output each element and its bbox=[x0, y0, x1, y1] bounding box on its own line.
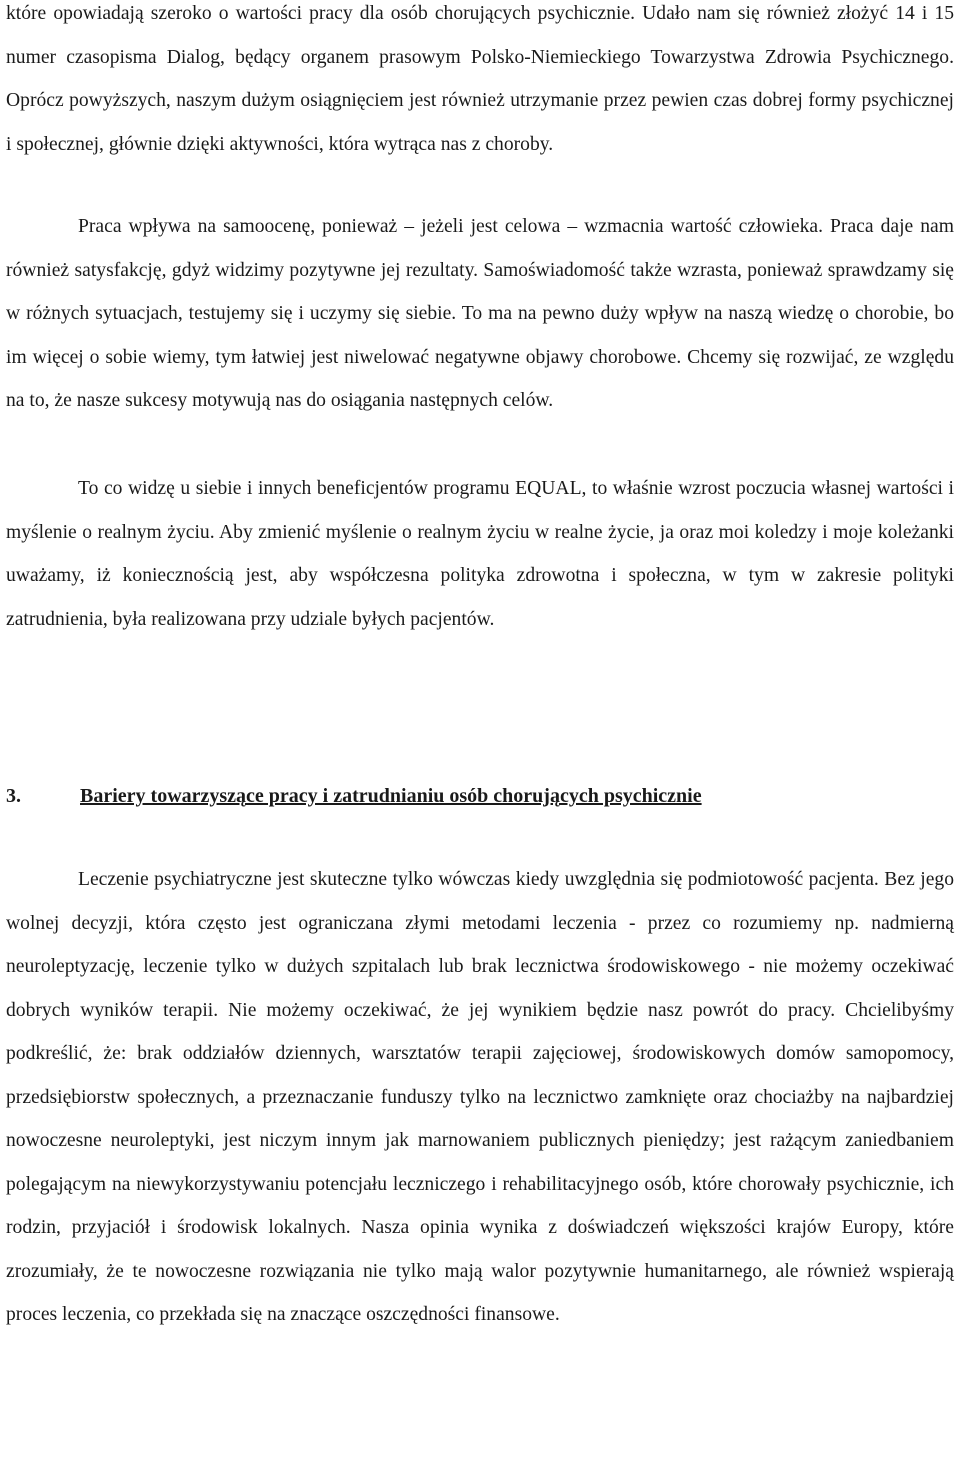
section-title: Bariery towarzyszące pracy i zatrudnianiu osób chorujących psychicznie bbox=[80, 785, 702, 807]
paragraph-equal: To co widzę u siebie i innych beneficjentów programu EQUAL, to właśnie wzrost poczucia własnej wartości i myślenie o realnym życiu. Aby zmienić myślenie o realnym życiu w realne życie, ja oraz moi koledzy i moje koleżanki uważamy, iż koniecznością jest, aby współczesna polityka zdrowotna i społeczna, w tym w zakresie polityki zatrudnienia, była realizowana przy udziale byłych pacjentów. bbox=[6, 478, 954, 630]
paragraph-top: które opowiadają szeroko o wartości pracy dla osób chorujących psychicznie. Udało nam się również złożyć 14 i 15 numer czasopisma Dialog, będący organem prasowym Polsko-Niemieckiego Towarzystwa Zdrowia Psychicznego. Oprócz powyższych, naszym dużym osiągnięciem jest również utrzymanie przez pewien czas dobrej formy psychicznej i społecznej, głównie dzięki aktywności, która wytrąca nas z choroby. bbox=[6, 3, 954, 155]
paragraph-leczenie: Leczenie psychiatryczne jest skuteczne tylko wówczas kiedy uwzględnia się podmiotowość pacjenta. Bez jego wolnej decyzji, która często jest ograniczana złymi metodami leczenia - przez co rozumiemy np. nadmierną neuroleptyzację, leczenie tylko w dużych szpitalach lub brak lecznictwa środowiskowego - nie możemy oczekiwać dobrych wyników terapii. Nie możemy oczekiwać, że jej wynikiem będzie nasz powrót do pracy. Chcielibyśmy podkreślić, że: brak oddziałów dziennych, warsztatów terapii zajęciowej, środowiskowych domów samopomocy, przedsiębiorstw społecznych, a przeznaczanie funduszy tylko na lecznictwo zamknięte oraz chociażby na najbardziej nowoczesne neuroleptyki, jest niczym innym jak marnowaniem publicznych pieniędzy; jest rażącym zaniedbaniem polegającym na niewykorzystywaniu potencjału leczniczego i rehabilitacyjnego osób, które chorowały psychicznie, ich rodzin, przyjaciół i środowisk lokalnych. Nasza opinia wynika z doświadczeń większości krajów Europy, które zrozumiały, że te nowoczesne rozwiązania nie tylko mają walor pozytywnie humanitarnego, ale również wspierają proces leczenia, co przekłada się na znaczące oszczędności finansowe. bbox=[6, 869, 954, 1325]
paragraph-praca: Praca wpływa na samoocenę, ponieważ – jeżeli jest celowa – wzmacnia wartość człowieka. Praca daje nam również satysfakcję, gdyż widzimy pozytywne jej rezultaty. Samoświadomość także wzrasta, ponieważ sprawdzamy się w różnych sytuacjach, testujemy się i uczymy się siebie. To ma na pewno duży wpływ na naszą wiedzę o chorobie, bo im więcej o sobie wiemy, tym łatwiej jest niwelować negatywne objawy chorobowe. Chcemy się rozwijać, ze względu na to, że nasze sukcesy motywują nas do osiągania następnych celów. bbox=[6, 216, 954, 411]
section-number: 3. bbox=[6, 785, 21, 807]
section-heading bbox=[6, 775, 954, 818]
